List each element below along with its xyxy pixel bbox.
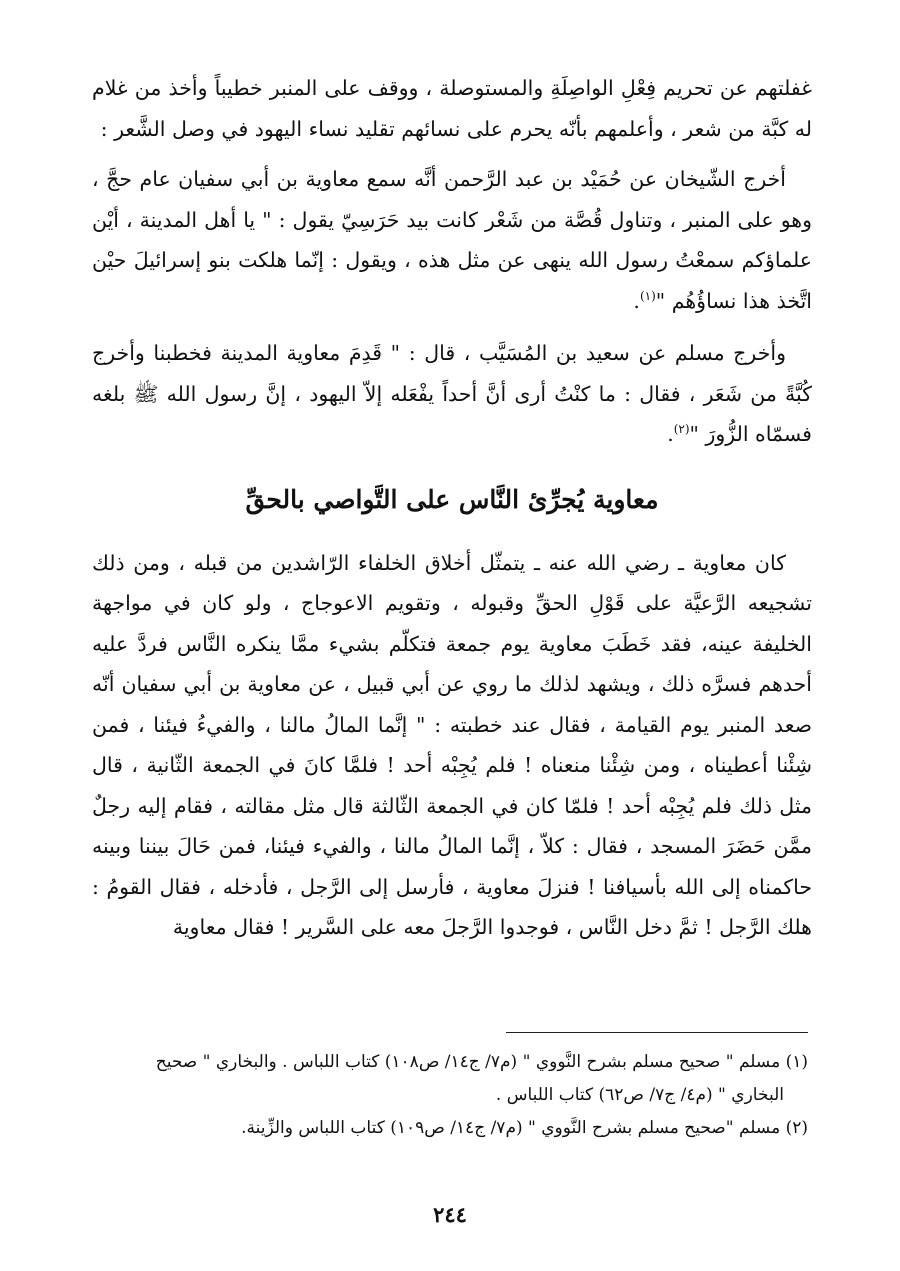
paragraph-intro-text: غفلتهم عن تحريم فِعْلِ الواصِلَةِ والمستوصلة ، ووقف على المنبر خطيباً وأخذ من غلام له كبَّة من شعر ، وأعلمهم بأنّه يحرم على نسائهم تقليد نساء اليهود في وصل الشَّعر :: [92, 76, 812, 141]
paragraph-intro: [92, 68, 812, 149]
page-number: ٢٤٤: [433, 1202, 467, 1227]
footnote-2: [92, 1112, 808, 1145]
paragraph-muawiya-text: كان معاوية ـ رضي الله عنه ـ يتمثّل أخلاق الخلفاء الرّاشدين من قبله ، ومن ذلك تشجيعه الرَّعيَّة على قَوْلِ الحقِّ وقبوله ، وتقويم الاعوجاج ، ولو كان في مواجهة الخليفة عينه، فقد خَطَبَ معاوية يوم جمعة فتكلّم بشيء ممَّا ينكره النَّاس فردَّ عليه أحدهم فسرَّه ذلك ، ويشهد لذلك ما روي عن أبي قبيل ، عن معاوية بن أبي سفيان أنّه صعد المنبر يوم القيامة ، فقال عند خطبته : " إنَّما المالُ مالنا ، والفيءُ فيئنا ، فمن شِئْنا أعطيناه ، ومن شِئْنا منعناه ! فلم يُجِبْه أحد ! فلمَّا كانَ في الجمعة الثّانية ، قال مثل ذلك فلم يُجِبْه أحد ! فلمّا كان في الجمعة الثّالثة قال مثل مقالته ، فقام إليه رجلٌ ممَّن حَضَرَ المسجد ، فقال : كلاّ ، إنَّما المالُ مالنا ، والفيء فيئنا، فمن حَالَ بيننا وبينه حاكمناه إلى الله بأسيافنا ! فنزلَ معاوية ، فأرسل إلى الرَّجل ، فأدخله ، فقال القومُ : هلك الرَّجل ! ثمَّ دخل النَّاس ، فوجدوا الرَّجلَ معه على السَّرير ! فقال معاوية: [92, 550, 812, 939]
paragraph-muawiya-story: [92, 543, 812, 948]
paragraph-muslim-hadith: [92, 333, 812, 455]
section-heading: معاوية يُجرِّئ النَّاس على التَّواصي بالحقِّ: [245, 484, 659, 514]
paragraph-shaykhan-end: .: [633, 288, 640, 313]
paragraph-muslim-text: وأخرج مسلم عن سعيد بن المُسَيَّب ، قال : " قَدِمَ معاوية المدينة فخطبنا وأخرج كُبَّةً من شَعَر ، فقال : ما كنْتُ أرى أنَّ أحداً يفْعَله إلاّ اليهود ، إنَّ رسول الله ﷺ بلغه فسمّاه الزُّورَ ": [92, 341, 812, 446]
paragraph-shaykhan-hadith: [92, 159, 812, 321]
footnote-2-text: (٢) مسلم "صحيح مسلم بشرح النَّووي " (م٧/ ج١٤/ ص١٠٩) كتاب اللباس والزِّينة.: [241, 1118, 808, 1138]
footnote-ref-2[interactable]: (٢): [673, 422, 690, 437]
footnote-1-line-2: البخاري " (م٤/ ج٧/ ص٦٢) كتاب اللباس .: [495, 1085, 784, 1105]
footnote-divider: [506, 1032, 808, 1033]
footnote-1-line-1: (١) مسلم " صحيح مسلم بشرح النَّووي " (م٧/ ج١٤/ ص١٠٨) كتاب اللباس . والبخاري " صحيح: [155, 1052, 808, 1072]
paragraph-shaykhan-text: أخرج الشّيخان عن حُمَيْد بن عبد الرَّحمن أنَّه سمع معاوية بن أبي سفيان عام حجَّ ، وهو على المنبر ، وتناول قُصَّة من شَعْر كانت بيد حَرَسِيّ يقول : " يا أهل المدينة ، أيْن علماؤكم سمعْتُ رسول الله ينهى عن مثل هذه ، ويقول : إنّما هلكت بنو إسرائيلَ حيْن اتَّخذ هذا نساؤُهُم ": [92, 167, 813, 313]
footnotes-section: [92, 1046, 808, 1145]
footnote-ref-1[interactable]: (١): [639, 288, 656, 303]
footnote-1: [92, 1046, 808, 1112]
paragraph-muslim-end: .: [667, 422, 674, 446]
